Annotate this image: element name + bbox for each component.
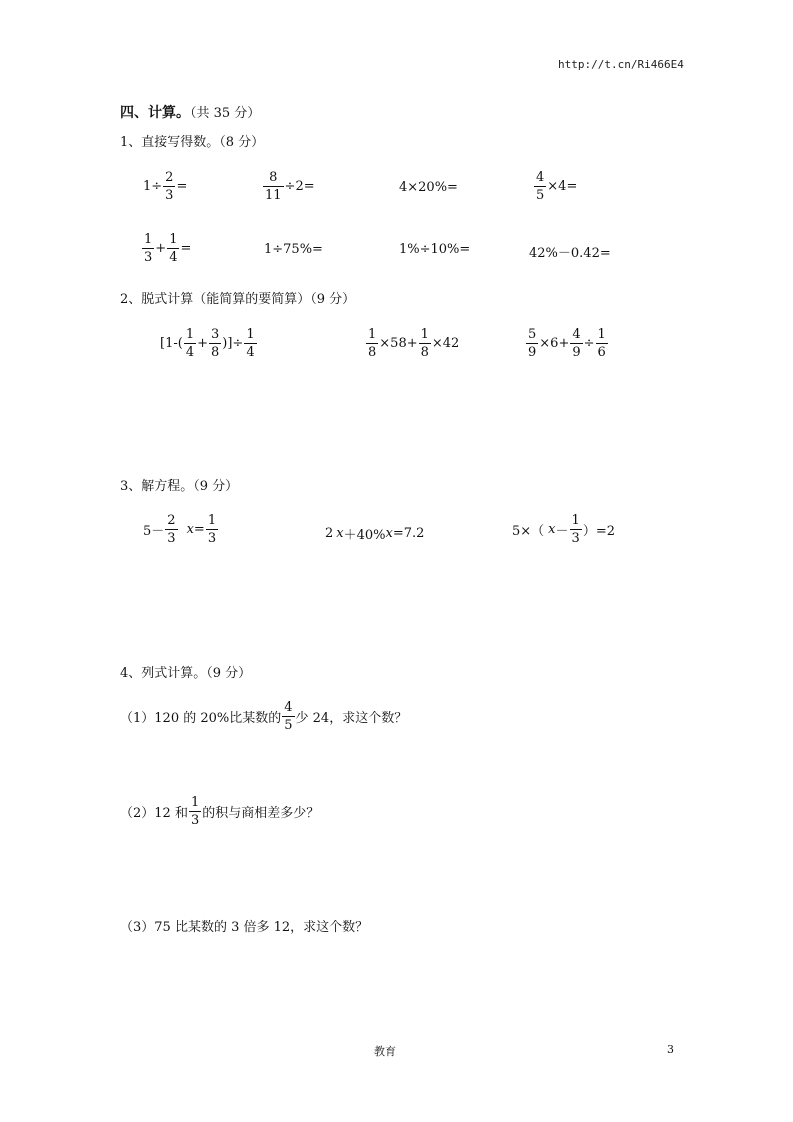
header-url: http://t.cn/Ri466E4	[558, 58, 684, 71]
fraction	[165, 513, 177, 546]
q4-problem-1	[120, 700, 407, 733]
fraction	[534, 170, 546, 203]
expr-text: ＋40%	[343, 528, 386, 543]
fraction	[209, 327, 221, 360]
q4-problem-2	[120, 795, 319, 828]
numerator: 1	[185, 327, 195, 342]
fraction	[206, 513, 218, 546]
expr-text: ×4=	[547, 179, 578, 194]
fraction	[282, 700, 294, 733]
expr-text: （2）12 和	[120, 806, 188, 821]
denominator: 4	[185, 345, 195, 360]
expr-text: ×6+	[539, 336, 570, 351]
expr-text: 5－	[143, 524, 165, 539]
q4-title: 4、列式计算。（9 分）	[120, 666, 252, 681]
denominator: 3	[207, 531, 217, 546]
expr-text: ÷	[583, 336, 595, 351]
expr-text: )]÷	[222, 336, 244, 351]
numerator: 1	[571, 513, 580, 528]
denominator: 6	[597, 345, 606, 360]
expr-text: 的积与商相差多少？	[202, 806, 320, 821]
denominator: 11	[265, 188, 282, 203]
denominator: 3	[165, 188, 174, 203]
numerator: 1	[169, 232, 178, 247]
expr-text: ×42	[431, 336, 460, 351]
q3-expr-2	[325, 524, 424, 543]
expr-text: （1）120 的 20%比某数的	[120, 711, 282, 726]
numerator: 1	[597, 327, 606, 342]
denominator: 3	[144, 250, 153, 265]
q1-expr-2	[262, 170, 315, 203]
fraction	[570, 327, 582, 360]
q3-title: 3、解方程。（9 分）	[120, 479, 239, 494]
q2-title: 2、脱式计算（能简算的要简算）（9 分）	[120, 292, 356, 307]
numerator: 2	[167, 513, 176, 528]
expr-text: ÷2=	[284, 179, 315, 194]
fraction	[142, 232, 154, 265]
q2-expr-3	[525, 327, 609, 360]
numerator: 1	[190, 795, 200, 810]
expr-text: ）=2	[582, 524, 615, 539]
variable: x	[336, 526, 344, 541]
denominator: 8	[211, 345, 220, 360]
numerator: 3	[211, 327, 220, 342]
numerator: 4	[536, 170, 545, 185]
expr-text: +	[197, 336, 208, 351]
expr-text: 1÷	[143, 179, 163, 194]
denominator: 8	[368, 345, 377, 360]
denominator: 3	[571, 531, 580, 546]
q2-expr-2	[365, 327, 459, 360]
fraction	[263, 170, 284, 203]
numerator: 1	[144, 232, 153, 247]
expr-text: =7.2	[392, 526, 425, 541]
denominator: 3	[190, 813, 200, 828]
expr-text: =	[193, 522, 205, 537]
q1-expr-7: 1%÷10%=	[399, 242, 471, 257]
numerator: 8	[269, 170, 278, 185]
q1-expr-3: 4×20%=	[399, 180, 458, 195]
denominator: 5	[284, 718, 293, 733]
denominator: 9	[528, 345, 537, 360]
expr-text: +	[155, 241, 167, 256]
q1-expr-8: 42%－0.42=	[529, 246, 611, 261]
expr-text: [1-(	[160, 336, 183, 351]
page-number: 3	[667, 1043, 674, 1056]
denominator: 9	[572, 345, 581, 360]
denominator: 3	[167, 531, 176, 546]
q1-expr-4	[533, 170, 577, 203]
q1-expr-1	[143, 170, 187, 203]
section-heading	[120, 102, 260, 122]
expr-text: =	[176, 179, 188, 194]
denominator: 4	[246, 345, 255, 360]
expr-text: 5×（	[512, 524, 545, 539]
numerator: 1	[368, 327, 377, 342]
section-title: 四、计算。	[120, 105, 190, 121]
fraction	[596, 327, 608, 360]
fraction	[184, 327, 196, 360]
fraction	[244, 327, 256, 360]
q1-expr-6: 1÷75%=	[264, 242, 323, 257]
fraction	[189, 795, 201, 828]
denominator: 5	[536, 188, 545, 203]
variable: x	[385, 526, 393, 541]
variable: x	[186, 522, 194, 537]
q1-title: 1、直接写得数。（8 分）	[120, 135, 265, 150]
expr-text: ×58+	[379, 336, 418, 351]
numerator: 5	[528, 327, 537, 342]
expr-text: 少 24，求这个数？	[295, 711, 408, 726]
q2-expr-1	[160, 327, 258, 360]
numerator: 4	[284, 700, 293, 715]
denominator: 4	[169, 250, 178, 265]
variable: x	[548, 522, 556, 537]
expr-text: 2	[325, 526, 334, 541]
numerator: 1	[246, 327, 255, 342]
fraction	[163, 170, 175, 203]
fraction	[419, 327, 431, 360]
numerator: 1	[420, 327, 429, 342]
fraction	[526, 327, 538, 360]
q3-expr-1	[143, 513, 219, 546]
q1-expr-5	[141, 232, 191, 265]
numerator: 2	[165, 170, 174, 185]
fraction	[366, 327, 378, 360]
expr-text: －	[555, 524, 569, 539]
footer-center: 教育	[374, 1045, 396, 1058]
numerator: 1	[207, 513, 217, 528]
section-score: （共 35 分）	[190, 106, 261, 121]
numerator: 4	[572, 327, 581, 342]
q4-problem-3: （3）75 比某数的 3 倍多 12，求这个数？	[120, 920, 369, 935]
denominator: 8	[420, 345, 429, 360]
q3-expr-3	[512, 513, 615, 546]
expr-text: =	[180, 241, 192, 256]
fraction	[570, 513, 582, 546]
fraction	[167, 232, 179, 265]
